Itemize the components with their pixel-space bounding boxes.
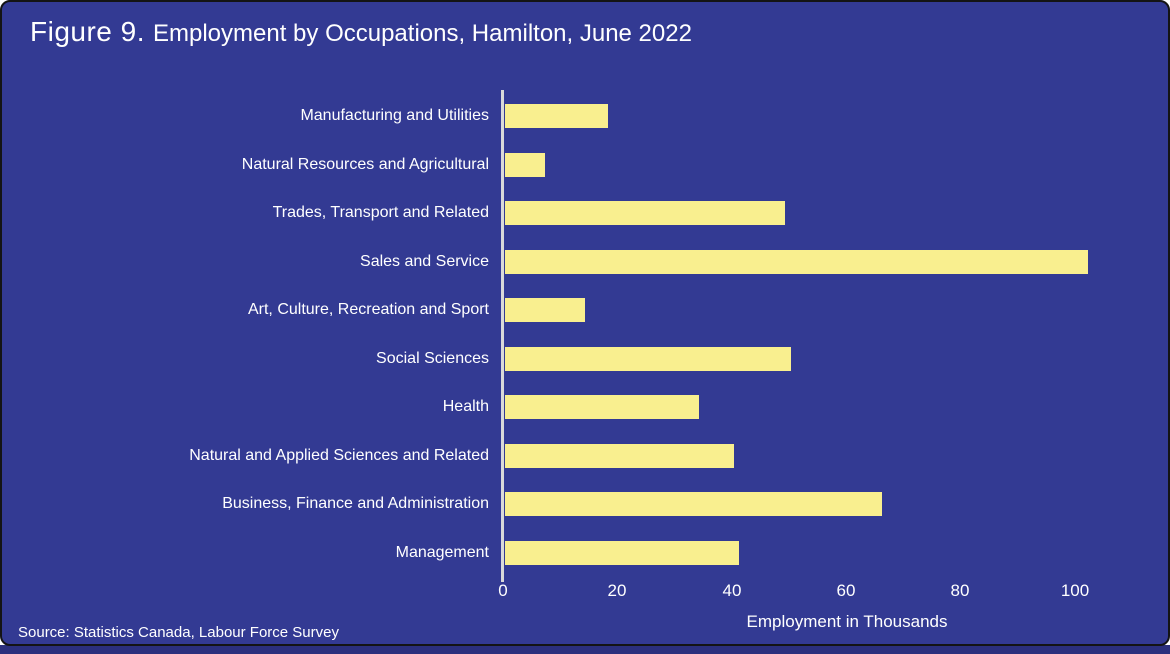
bar — [505, 444, 734, 468]
category-label: Natural and Applied Sciences and Related — [189, 447, 489, 464]
category-label: Health — [442, 398, 489, 415]
bar — [505, 250, 1088, 274]
bar — [505, 298, 585, 322]
category-label: Social Sciences — [376, 350, 489, 367]
x-tick-label: 40 — [722, 581, 742, 600]
bottom-band — [0, 645, 1170, 654]
category-label: Business, Finance and Administration — [222, 495, 489, 512]
x-axis-title: Employment in Thousands — [746, 612, 948, 631]
category-label: Manufacturing and Utilities — [300, 107, 489, 124]
category-label: Natural Resources and Agricultural — [241, 156, 489, 173]
bar — [505, 347, 791, 371]
category-label: Art, Culture, Recreation and Sport — [247, 301, 489, 318]
bar — [505, 104, 608, 128]
x-tick-label: 100 — [1060, 581, 1090, 600]
bar — [505, 153, 545, 177]
x-tick-label: 80 — [950, 581, 970, 600]
figure-number: Figure 9. — [30, 16, 145, 47]
bar — [505, 492, 882, 516]
x-tick-label: 60 — [836, 581, 856, 600]
x-tick-label: 0 — [498, 581, 508, 600]
category-label: Trades, Transport and Related — [272, 204, 489, 221]
y-axis-line — [501, 90, 504, 582]
plot-area — [2, 2, 1168, 644]
chart-title-text: Employment by Occupations, Hamilton, June 2022 — [153, 20, 692, 47]
category-label: Sales and Service — [360, 253, 489, 270]
bar — [505, 201, 785, 225]
source-note: Source: Statistics Canada, Labour Force Survey — [18, 624, 339, 641]
bar — [505, 395, 699, 419]
bar — [505, 541, 739, 565]
category-label: Management — [395, 544, 489, 561]
x-tick-label: 20 — [607, 581, 627, 600]
